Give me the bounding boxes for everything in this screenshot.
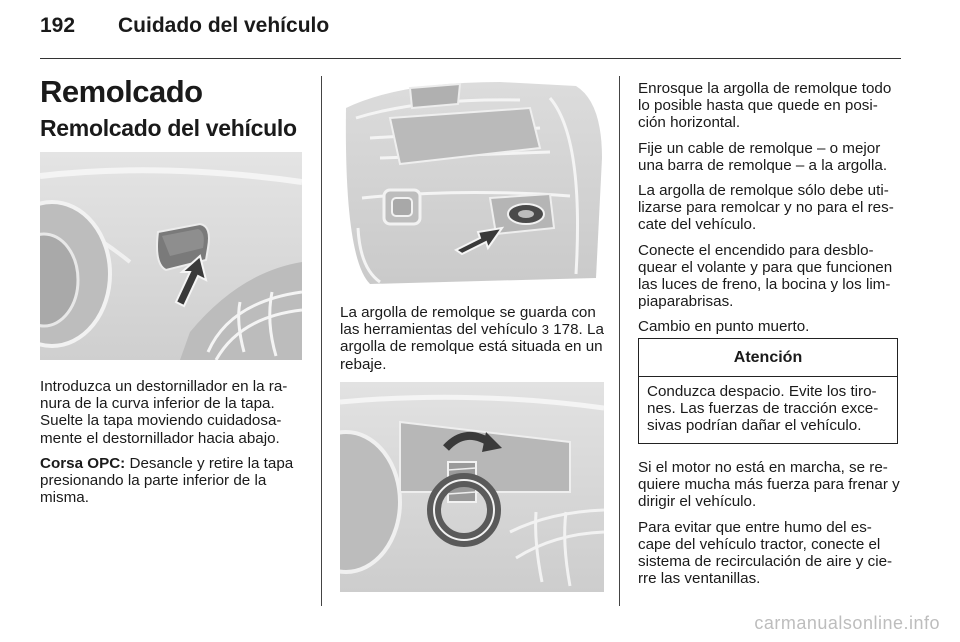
model-label: Corsa OPC: (40, 454, 126, 472)
model-instruction: Desancle y retire la tapa presionando la parte inferior de la misma. (40, 454, 294, 507)
paragraph-screw-in: Enrosque la argolla de remolque todo lo posible hasta que quede en posi- ción horizontal. (638, 80, 892, 132)
paragraph-screwdriver: Introduzca un destornillador en la ra- nura de la curva inferior de la tapa. Suelte la tapa moviendo cuidadosa- mente el destornillador hacia abajo. (40, 378, 288, 447)
paragraph-neutral: Cambio en punto muerto. (638, 318, 810, 336)
caution-text: Conduzca despacio. Evite los tiro- nes. Las fuerzas de tracción exce- sivas podrían dañar el vehículo. (647, 383, 879, 435)
paragraph-corsa-opc (40, 455, 302, 507)
paragraph-engine-off: Si el motor no está en marcha, se re- quiere mucha más fuerza para frenar y dirigir el vehículo. (638, 459, 900, 511)
column-1-text (40, 378, 302, 514)
column-divider-1 (321, 76, 322, 606)
page-number: 192 (40, 14, 76, 37)
figure-tow-eye-install (340, 382, 604, 592)
tool-storage-text: La argolla de remolque se guarda con las herramientas del vehículo (340, 304, 596, 339)
page-ref-arrow-icon: 3 (541, 322, 549, 338)
column-divider-2 (619, 76, 620, 606)
paragraph-exhaust: Para evitar que entre humo del es- cape del vehículo tractor, conecte el sistema de recirculación de aire y cie- rre las ventanillas. (638, 518, 893, 588)
paragraph-recess: La argolla de remolque está situada en un rebaje. (340, 321, 604, 373)
paragraph-attach-cable: Fije un cable de remolque – o mejor una barra de remolque – a la argolla. (638, 139, 888, 174)
paragraph-tow-only: La argolla de remolque sólo debe uti- lizarse para remolcar y no para el res- cate del vehículo. (638, 182, 894, 234)
figure-tool-kit (340, 78, 604, 286)
column-3-lower-text (638, 459, 902, 595)
column-2-text (340, 304, 606, 379)
caution-title: Atención (639, 339, 897, 377)
paragraph-ignition: Conecte el encendido para desblo- quear el volante y para que funcionen las luces de freno, la bocina y los lim- piaparabrisas. (638, 241, 893, 311)
section-title: Remolcado (40, 74, 203, 109)
page-ref-number: 178. (549, 321, 583, 339)
figure-bumper-cover (40, 152, 302, 360)
paragraph-tool-storage (340, 304, 606, 373)
caution-box (638, 338, 898, 444)
header-divider (40, 58, 901, 59)
watermark: carmanualsonline.info (754, 613, 940, 633)
subsection-title: Remolcado del vehículo (40, 115, 297, 141)
column-3-text (638, 80, 902, 344)
chapter-title: Cuidado del vehículo (118, 14, 330, 37)
